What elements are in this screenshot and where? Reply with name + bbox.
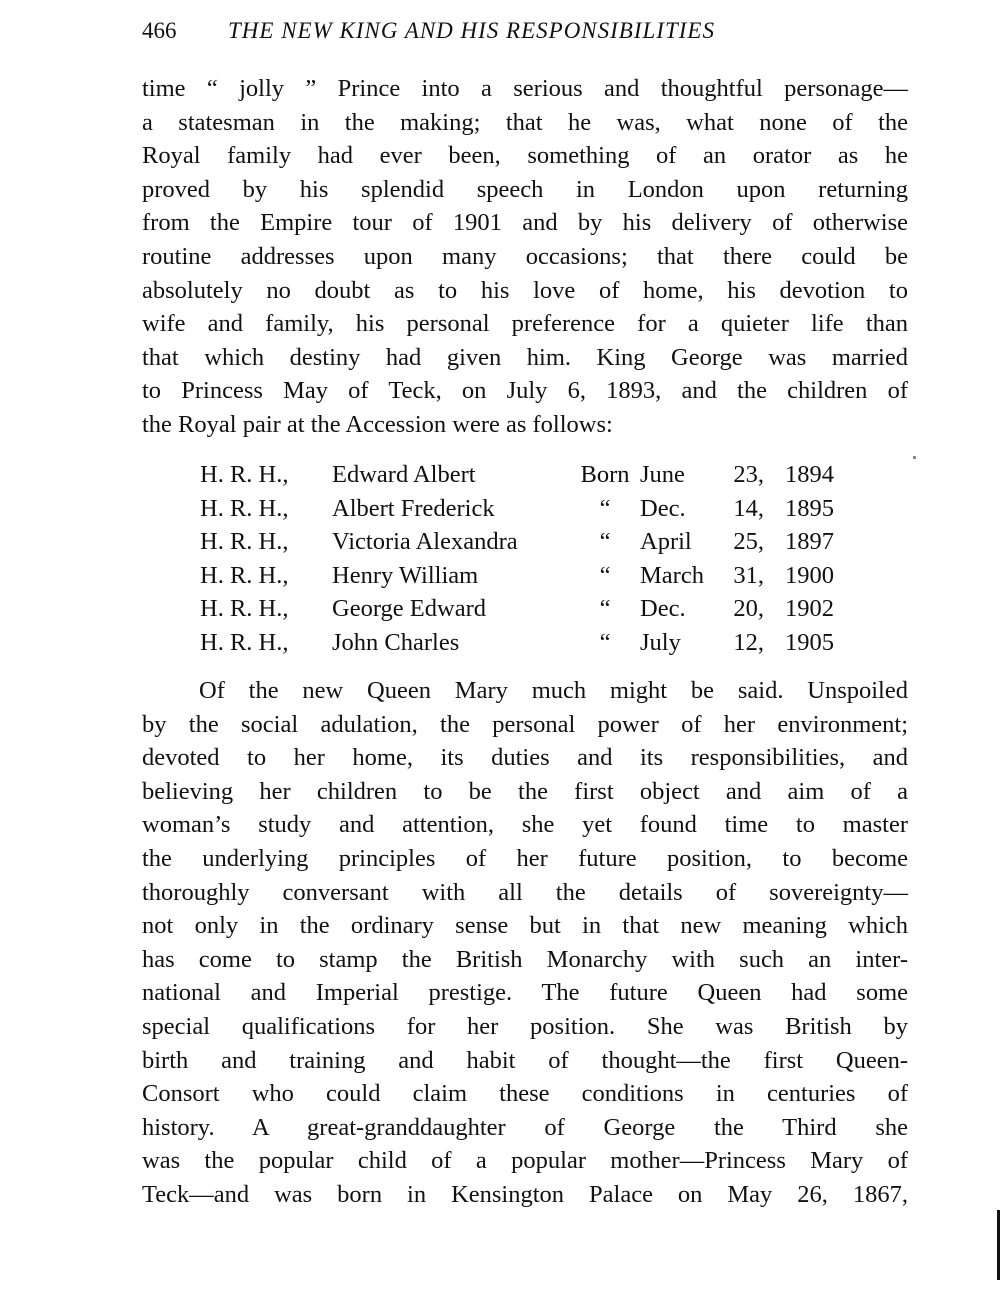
text-line: believing her children to be the first object and aim of a	[142, 777, 908, 805]
child-name: Albert Frederick	[332, 494, 495, 522]
children-list	[200, 458, 834, 660]
birth-label: “	[599, 628, 611, 656]
child-title: H. R. H.,	[200, 595, 289, 623]
child-name: George Edward	[332, 595, 486, 623]
birth-label: “	[599, 494, 611, 522]
text-line: wife and family, his personal preference for a quieter life than	[142, 310, 908, 338]
child-title: H. R. H.,	[200, 494, 289, 522]
text-line: has come to stamp the British Monarchy with such an inter-	[142, 945, 908, 973]
text-line: birth and training and habit of thought—the first Queen-	[142, 1046, 908, 1074]
child-name: Edward Albert	[332, 461, 476, 488]
birth-year: 1897	[785, 528, 834, 556]
child-name: Henry William	[332, 561, 479, 589]
birth-day: 14,	[733, 494, 764, 522]
text-line: devoted to her home, its duties and its responsibilities, and	[142, 744, 908, 772]
child-name: Victoria Alexandra	[332, 528, 518, 556]
birth-month: Dec.	[640, 595, 686, 623]
text-line: from the Empire tour of 1901 and by his delivery of otherwise	[142, 209, 908, 237]
birth-year: 1905	[785, 628, 834, 656]
child-title: H. R. H.,	[200, 561, 289, 589]
child-row	[200, 592, 834, 626]
child-name: John Charles	[332, 628, 460, 656]
text-line: the Royal pair at the Accession were as follows:	[142, 410, 613, 438]
birth-label: “	[599, 528, 611, 556]
text-line: Of the new Queen Mary much might be said. Unspoiled	[199, 677, 908, 704]
text-line: Consort who could claim these conditions in centuries of	[142, 1080, 908, 1108]
birth-label: “	[599, 561, 611, 589]
child-row	[200, 626, 834, 660]
birth-day: 23,	[733, 461, 764, 488]
birth-month: March	[640, 561, 704, 589]
text-line: Royal family had ever been, something of an orator as he	[142, 142, 908, 170]
child-title: H. R. H.,	[200, 628, 289, 656]
child-title: H. R. H.,	[200, 528, 289, 556]
birth-month: Dec.	[640, 494, 686, 522]
running-title: THE NEW KING AND HIS RESPONSIBILITIES	[228, 18, 715, 43]
birth-month: April	[640, 528, 692, 556]
child-row	[200, 559, 834, 593]
text-line: special qualifications for her position. She was British by	[142, 1012, 908, 1040]
text-line: that which destiny had given him. King George was married	[142, 343, 908, 371]
birth-year: 1894	[785, 461, 834, 488]
text-line: time “ jolly ” Prince into a serious and thoughtful personage—	[142, 75, 908, 102]
birth-month: June	[640, 461, 685, 488]
paragraph-2	[142, 674, 908, 1212]
page-number: 466	[142, 18, 177, 43]
child-row	[200, 492, 834, 526]
text-line: routine addresses upon many occasions; that there could be	[142, 242, 908, 270]
birth-day: 25,	[733, 528, 764, 556]
text-line: by the social adulation, the personal power of her environment;	[142, 710, 908, 738]
print-speck	[913, 456, 916, 459]
birth-year: 1895	[785, 494, 834, 522]
text-line: Teck—and was born in Kensington Palace on May 26, 1867,	[142, 1180, 908, 1208]
text-line: not only in the ordinary sense but in that new meaning which	[142, 912, 908, 940]
birth-year: 1902	[785, 595, 834, 623]
birth-month: July	[640, 628, 681, 656]
text-line: absolutely no doubt as to his love of home, his devotion to	[142, 276, 908, 304]
text-line: thoroughly conversant with all the details of sovereignty—	[142, 878, 908, 906]
text-line: woman’s study and attention, she yet found time to master	[142, 811, 908, 839]
running-head	[142, 18, 912, 50]
birth-label: Born	[580, 461, 630, 488]
child-row	[200, 458, 834, 492]
child-title: H. R. H.,	[200, 461, 289, 488]
text-line: a statesman in the making; that he was, what none of the	[142, 108, 908, 136]
text-line: national and Imperial prestige. The future Queen had some	[142, 979, 908, 1007]
birth-year: 1900	[785, 561, 834, 589]
text-line: to Princess May of Teck, on July 6, 1893, and the children of	[142, 377, 908, 405]
birth-day: 12,	[733, 628, 764, 656]
paragraph-1	[142, 72, 908, 442]
birth-label: “	[599, 595, 611, 623]
birth-day: 20,	[733, 595, 764, 623]
child-row	[200, 525, 834, 559]
text-line: history. A great-granddaughter of George the Third she	[142, 1113, 908, 1141]
text-line: the underlying principles of her future position, to become	[142, 844, 908, 872]
text-line: proved by his splendid speech in London upon returning	[142, 175, 908, 203]
birth-day: 31,	[733, 561, 764, 589]
text-line: was the popular child of a popular mother—Princess Mary of	[142, 1147, 908, 1175]
